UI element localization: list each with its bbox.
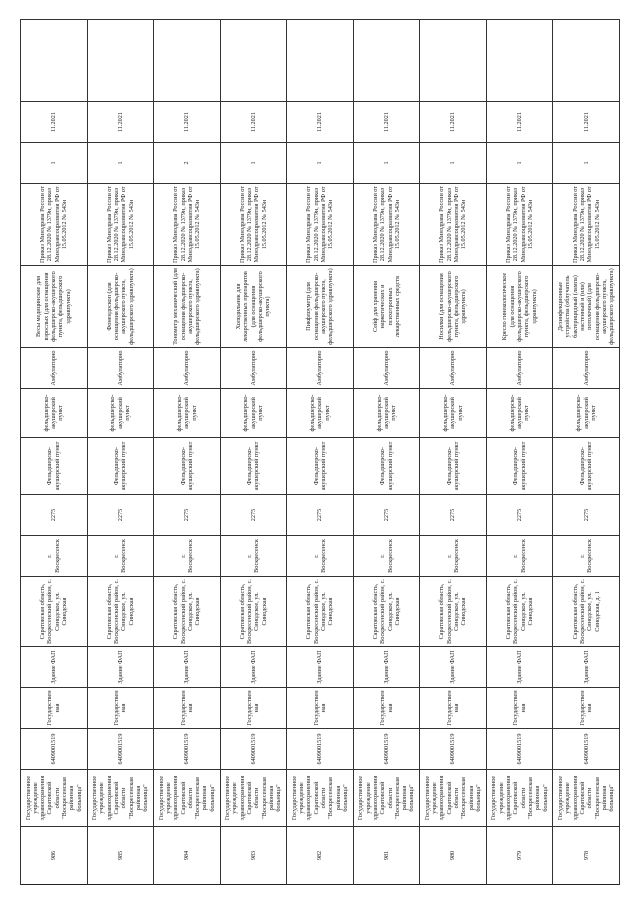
record-row: [154, 20, 221, 885]
inn-cell: 6409001519: [220, 729, 287, 770]
equipment-table: [20, 19, 620, 885]
ownership-cell: Государственная: [154, 688, 221, 729]
quantity-cell: 1: [87, 143, 154, 184]
date-cell: 11.2021: [87, 102, 154, 143]
facility-type-cell: Фельдшерско-акушерский пункт: [420, 438, 487, 495]
unit-cell: фельдшерско-акушерский пункт: [420, 389, 487, 438]
city-cell: г. Воскресенск: [353, 536, 420, 577]
ownership-cell: Государственная: [287, 688, 354, 729]
equipment-cell: Тонометр механический (для оснащения фельдшерско-акушерского пункта, фельдшерского здравпункта): [154, 266, 221, 348]
equipment-cell: Носилки (для оснащения фельдшерско-акушерского пункта, фельдшерского здравпункта): [420, 266, 487, 348]
organization-cell: Государственное учреждение здравоохранения Саратовской области "Воскресенская районная больница": [353, 770, 420, 827]
organization-cell: Государственное учреждение здравоохранения Саратовской области "Воскресенская районная больница": [486, 770, 553, 827]
address-cell: Саратовская область, Воскресенский район, с. Синодское, ул. Синодская: [21, 577, 88, 647]
code-cell: 2275: [21, 495, 88, 536]
record-row: [220, 20, 287, 885]
city-cell: г. Воскресенск: [420, 536, 487, 577]
ownership-cell: Государственная: [220, 688, 287, 729]
ownership-cell: Государственная: [486, 688, 553, 729]
order-cell: Приказ Минздрава России от 28.12.2020 № 1379н, приказ Минздравсоцразвития РФ от 15.05.2012 № 543н: [287, 184, 354, 266]
code-cell: 2275: [154, 495, 221, 536]
date-cell: 11.2021: [220, 102, 287, 143]
record-row: [21, 20, 88, 885]
record-row: [486, 20, 553, 885]
record-id-cell: 984: [154, 827, 221, 885]
facility-type-cell: Фельдшерско-акушерский пункт: [220, 438, 287, 495]
ownership-cell: Государственная: [21, 688, 88, 729]
facility-type-cell: Фельдшерско-акушерский пункт: [87, 438, 154, 495]
rotated-table-wrapper: [20, 20, 620, 885]
blank-cell: [353, 20, 420, 102]
date-cell: 11.2021: [154, 102, 221, 143]
ownership-cell: Государственная: [553, 688, 620, 729]
unit-cell: фельдшерско-акушерский пункт: [287, 389, 354, 438]
blank-cell: [87, 20, 154, 102]
record-row: [553, 20, 620, 885]
equipment-cell: Сейф для хранения наркотических и психотропных лекарственных средств: [353, 266, 420, 348]
order-cell: Приказ Минздрава России от 28.12.2020 № 1379н, приказ Минздравсоцразвития РФ от 15.05.2012 № 543н: [154, 184, 221, 266]
city-cell: г. Воскресенск: [220, 536, 287, 577]
inn-cell: 6409001519: [287, 729, 354, 770]
building-cell: Здание ФАП: [87, 647, 154, 688]
record-id-cell: 979: [486, 827, 553, 885]
record-id-cell: 986: [21, 827, 88, 885]
address-cell: Саратовская область, Воскресенский район, с. Синодское, ул. Синодская: [154, 577, 221, 647]
blank-cell: [154, 20, 221, 102]
organization-cell: Государственное учреждение здравоохранения Саратовской области "Воскресенская районная больница": [154, 770, 221, 827]
care-form-cell: Амбулаторно: [220, 348, 287, 389]
date-cell: 11.2021: [287, 102, 354, 143]
quantity-cell: 1: [287, 143, 354, 184]
code-cell: 2275: [87, 495, 154, 536]
date-cell: 11.2021: [553, 102, 620, 143]
order-cell: Приказ Минздрава России от 28.12.2020 № 1379н, приказ Минздравсоцразвития РФ от 15.05.2012 № 543н: [420, 184, 487, 266]
order-cell: Приказ Минздрава России от 28.12.2020 № 1379н, приказ Минздравсоцразвития РФ от 15.05.2012 № 543н: [21, 184, 88, 266]
care-form-cell: Амбулаторно: [87, 348, 154, 389]
address-cell: Саратовская область, Воскресенский район, с. Синодское, ул. Синодская: [220, 577, 287, 647]
blank-cell: [287, 20, 354, 102]
unit-cell: фельдшерско-акушерский пункт: [21, 389, 88, 438]
building-cell: Здание ФАП: [353, 647, 420, 688]
city-cell: г. Воскресенск: [87, 536, 154, 577]
quantity-cell: 1: [553, 143, 620, 184]
order-cell: Приказ Минздрава России от 28.12.2020 № 1379н, приказ Минздравсоцразвития РФ от 15.05.2012 № 543н: [220, 184, 287, 266]
inn-cell: 6409001519: [486, 729, 553, 770]
inn-cell: 6409001519: [420, 729, 487, 770]
unit-cell: фельдшерско-акушерский пункт: [486, 389, 553, 438]
record-row: [87, 20, 154, 885]
address-cell: Саратовская область, Воскресенский район, с. Синодское, ул. Синодская, д. 1: [553, 577, 620, 647]
building-cell: Здание ФАП: [420, 647, 487, 688]
order-cell: Приказ Минздрава России от 28.12.2020 № 1379н, приказ Минздравсоцразвития РФ от 15.05.2012 № 543н: [553, 184, 620, 266]
blank-cell: [220, 20, 287, 102]
record-id-cell: 985: [87, 827, 154, 885]
order-cell: Приказ Минздрава России от 28.12.2020 № 1379н, приказ Минздравсоцразвития РФ от 15.05.2012 № 543н: [353, 184, 420, 266]
organization-cell: Государственное учреждение здравоохранения Саратовской области "Воскресенская районная больница": [420, 770, 487, 827]
document-sheet: [20, 20, 620, 885]
record-id-cell: 978: [553, 827, 620, 885]
building-cell: Здание ФАП: [154, 647, 221, 688]
code-cell: 2275: [220, 495, 287, 536]
record-id-cell: 980: [420, 827, 487, 885]
equipment-cell: Дезинфекционные устройства (облучатель бактерицидный (лампа) настенный и (или) потолочный) (для оснащения фельдшерско-акушерского пункта, фельдшерского здравпункта): [553, 266, 620, 348]
care-form-cell: Амбулаторно: [287, 348, 354, 389]
unit-cell: фельдшерско-акушерский пункт: [220, 389, 287, 438]
facility-type-cell: Фельдшерско-акушерский пункт: [486, 438, 553, 495]
equipment-cell: Фонендоскоп (для оснащения фельдшерско-акушерского пункта, фельдшерского здравпункта): [87, 266, 154, 348]
unit-cell: фельдшерско-акушерский пункт: [353, 389, 420, 438]
quantity-cell: 2: [154, 143, 221, 184]
code-cell: 2275: [486, 495, 553, 536]
quantity-cell: 1: [486, 143, 553, 184]
date-cell: 11.2021: [486, 102, 553, 143]
code-cell: 2275: [420, 495, 487, 536]
inn-cell: 6409001519: [87, 729, 154, 770]
code-cell: 2275: [353, 495, 420, 536]
building-cell: Здание ФАП: [220, 647, 287, 688]
record-id-cell: 981: [353, 827, 420, 885]
building-cell: Здание ФАП: [553, 647, 620, 688]
address-cell: Саратовская область, Воскресенский район, с. Синодское, ул. Синодская: [287, 577, 354, 647]
unit-cell: фельдшерско-акушерский пункт: [87, 389, 154, 438]
building-cell: Здание ФАП: [287, 647, 354, 688]
order-cell: Приказ Минздрава России от 28.12.2020 № 1379н, приказ Минздравсоцразвития РФ от 15.05.2012 № 543н: [87, 184, 154, 266]
record-id-cell: 982: [287, 827, 354, 885]
care-form-cell: Амбулаторно: [353, 348, 420, 389]
quantity-cell: 1: [220, 143, 287, 184]
care-form-cell: Амбулаторно: [486, 348, 553, 389]
inn-cell: 6409001519: [353, 729, 420, 770]
facility-type-cell: Фельдшерско-акушерский пункт: [553, 438, 620, 495]
ownership-cell: Государственная: [420, 688, 487, 729]
equipment-cell: Пикфлоуметр (для оснащения фельдшерско-акушерского пункта, фельдшерского здравпункта): [287, 266, 354, 348]
building-cell: Здание ФАП: [486, 647, 553, 688]
date-cell: 11.2021: [420, 102, 487, 143]
care-form-cell: Амбулаторно: [154, 348, 221, 389]
equipment-cell: Холодильник для лекарственных препаратов (для оснащения фельдшерско-акушерского пункта): [220, 266, 287, 348]
code-cell: 2275: [553, 495, 620, 536]
date-cell: 11.2021: [21, 102, 88, 143]
address-cell: Саратовская область, Воскресенский район, с. Синодское, ул. Синодская: [353, 577, 420, 647]
blank-cell: [420, 20, 487, 102]
organization-cell: Государственное учреждение здравоохранения Саратовской области "Воскресенская районная больница": [553, 770, 620, 827]
equipment-cell: Весы медицинские для взрослых (для оснащения фельдшерско-акушерского пункта, фельдшерского здравпункта): [21, 266, 88, 348]
city-cell: г. Воскресенск: [486, 536, 553, 577]
facility-type-cell: Фельдшерско-акушерский пункт: [287, 438, 354, 495]
city-cell: г. Воскресенск: [287, 536, 354, 577]
organization-cell: Государственное учреждение здравоохранения Саратовской области "Воскресенская районная больница": [21, 770, 88, 827]
blank-cell: [553, 20, 620, 102]
care-form-cell: Амбулаторно: [21, 348, 88, 389]
inn-cell: 6409001519: [154, 729, 221, 770]
record-row: [420, 20, 487, 885]
unit-cell: фельдшерско-акушерский пункт: [154, 389, 221, 438]
address-cell: Саратовская область, Воскресенский район, с. Синодское, ул. Синодская: [87, 577, 154, 647]
facility-type-cell: Фельдшерско-акушерский пункт: [21, 438, 88, 495]
ownership-cell: Государственная: [353, 688, 420, 729]
building-cell: Здание ФАП: [21, 647, 88, 688]
blank-cell: [21, 20, 88, 102]
record-row: [353, 20, 420, 885]
unit-cell: фельдшерско-акушерский пункт: [553, 389, 620, 438]
blank-cell: [486, 20, 553, 102]
quantity-cell: 1: [420, 143, 487, 184]
order-cell: Приказ Минздрава России от 28.12.2020 № 1379н, приказ Минздравсоцразвития РФ от 15.05.2012 № 543н: [486, 184, 553, 266]
date-cell: 11.2021: [353, 102, 420, 143]
city-cell: г. Воскресенск: [21, 536, 88, 577]
quantity-cell: 1: [21, 143, 88, 184]
care-form-cell: Амбулаторно: [420, 348, 487, 389]
care-form-cell: Амбулаторно: [553, 348, 620, 389]
ownership-cell: Государственная: [87, 688, 154, 729]
quantity-cell: 1: [353, 143, 420, 184]
organization-cell: Государственное учреждение здравоохранения Саратовской области "Воскресенская районная больница": [287, 770, 354, 827]
code-cell: 2275: [287, 495, 354, 536]
organization-cell: Государственное учреждение здравоохранения Саратовской области "Воскресенская районная больница": [87, 770, 154, 827]
inn-cell: 6409001519: [553, 729, 620, 770]
inn-cell: 6409001519: [21, 729, 88, 770]
equipment-cell: Кресло гинекологическое (для оснащения фельдшерско-акушерского пункта, фельдшерского здравпункта): [486, 266, 553, 348]
facility-type-cell: Фельдшерско-акушерский пункт: [353, 438, 420, 495]
facility-type-cell: Фельдшерско-акушерский пункт: [154, 438, 221, 495]
record-row: [287, 20, 354, 885]
record-id-cell: 983: [220, 827, 287, 885]
city-cell: г. Воскресенск: [553, 536, 620, 577]
address-cell: Саратовская область, Воскресенский район, с. Синодское, ул. Синодская: [420, 577, 487, 647]
address-cell: Саратовская область, Воскресенский район, с. Синодское, ул. Синодская: [486, 577, 553, 647]
city-cell: г. Воскресенск: [154, 536, 221, 577]
organization-cell: Государственное учреждение здравоохранения Саратовской области "Воскресенская районная больница": [220, 770, 287, 827]
